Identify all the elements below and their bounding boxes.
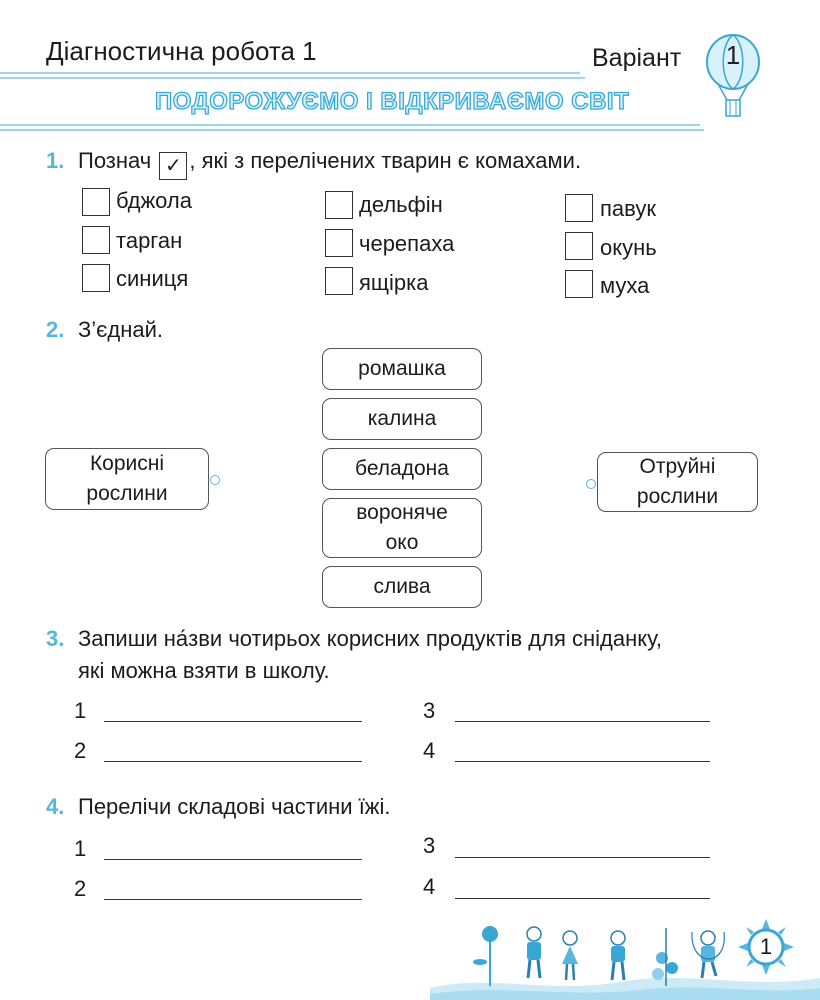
answer-line[interactable] (104, 899, 362, 900)
plant-card[interactable] (322, 566, 482, 608)
plant-card[interactable] (322, 448, 482, 490)
answer-line[interactable] (455, 857, 710, 858)
animal-option: синиця (116, 266, 189, 291)
poisonous-plants-box (597, 452, 758, 512)
task-number: 1. (46, 148, 65, 173)
answer-line[interactable] (104, 721, 362, 722)
animal-option: павук (600, 196, 656, 221)
answer-line-number: 3 (423, 833, 436, 858)
task-number: 4. (46, 794, 65, 819)
plant-card[interactable] (322, 398, 482, 440)
animal-option: тарган (116, 228, 183, 253)
useful-plants-line: рослини (86, 482, 168, 505)
topic-heading: ПОДОРОЖУЄМО І ВІДКРИВАЄМО СВІТ (155, 88, 630, 115)
task-number: 2. (46, 317, 65, 342)
task3-prompt-line: які можна взяти в школу. (78, 658, 330, 683)
poisonous-plants-line: рослини (636, 485, 719, 508)
task1-prompt-before: Познач (78, 148, 152, 173)
answer-line[interactable] (455, 761, 710, 762)
header-stripe (0, 129, 704, 131)
task1-prompt-after: , які з перелічених тварин є комахами. (189, 148, 582, 173)
answer-line-number: 1 (74, 698, 87, 723)
answer-checkbox[interactable] (325, 229, 353, 257)
plant-name: вороняче (356, 501, 448, 524)
plant-name: ромашка (358, 357, 446, 380)
answer-line[interactable] (104, 859, 362, 860)
plant-name: беладона (355, 457, 449, 480)
answer-checkbox[interactable] (325, 191, 353, 219)
answer-line-number: 2 (74, 876, 87, 901)
answer-line[interactable] (455, 721, 710, 722)
variant-label: Варіант (592, 44, 682, 72)
answer-line-number: 3 (423, 698, 436, 723)
animal-option: черепаха (359, 231, 455, 256)
animal-option: ящірка (359, 270, 429, 295)
useful-plants-line: Корисні (89, 452, 165, 475)
task2-prompt: З’єднай. (78, 317, 164, 342)
task3-prompt-line: Запиши на́зви чотирьох корисних продуктів для сніданку, (78, 626, 663, 651)
connector-dot[interactable] (210, 475, 220, 485)
task4-prompt: Перелічи складові частини їжі. (78, 794, 391, 819)
answer-checkbox[interactable] (82, 188, 110, 216)
connector-dot[interactable] (586, 479, 596, 489)
task1-prompt (78, 148, 581, 180)
header-stripe (0, 72, 580, 74)
answer-checkbox[interactable] (565, 232, 593, 260)
useful-plants-box (45, 448, 209, 510)
check-example-box (159, 152, 187, 180)
answer-checkbox[interactable] (82, 264, 110, 292)
header-stripe (0, 124, 700, 126)
answer-line-number: 4 (423, 874, 436, 899)
answer-line-number: 1 (74, 836, 87, 861)
plant-card[interactable] (322, 498, 482, 558)
answer-line-number: 2 (74, 738, 87, 763)
answer-line-number: 4 (423, 738, 436, 763)
animal-option: бджола (116, 188, 192, 213)
worksheet-title: Діагностична робота 1 (46, 36, 317, 66)
page-number: 1 (759, 934, 773, 959)
answer-line[interactable] (104, 761, 362, 762)
check-mark-icon: ✓ (165, 155, 182, 177)
answer-checkbox[interactable] (82, 226, 110, 254)
answer-checkbox[interactable] (565, 270, 593, 298)
answer-line[interactable] (455, 898, 710, 899)
plant-card[interactable] (322, 348, 482, 390)
variant-number: 1 (725, 40, 741, 70)
animal-option: окунь (600, 235, 657, 260)
poisonous-plants-line: Отруйні (639, 455, 716, 478)
answer-checkbox[interactable] (325, 267, 353, 295)
animal-option: муха (600, 273, 650, 298)
header-stripe (0, 77, 585, 79)
children-illustration-icon (440, 918, 740, 988)
animal-option: дельфін (359, 192, 443, 217)
plant-name: калина (367, 407, 437, 430)
plant-name: слива (373, 575, 431, 598)
task-number: 3. (46, 626, 65, 651)
answer-checkbox[interactable] (565, 194, 593, 222)
plant-name: око (385, 531, 419, 554)
